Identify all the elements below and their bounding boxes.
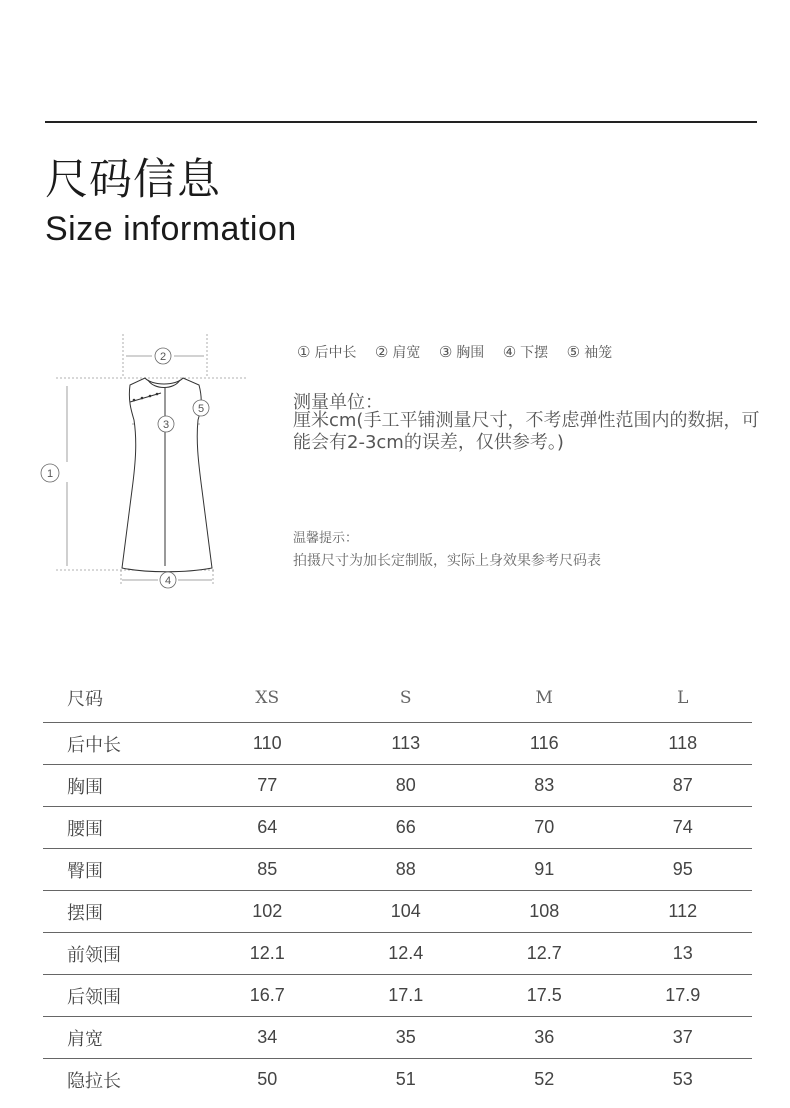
row-label: 臀围	[43, 849, 198, 891]
table-cell: 104	[337, 891, 476, 933]
table-cell: 35	[337, 1017, 476, 1059]
table-row	[43, 933, 752, 975]
table-cell: 95	[614, 849, 753, 891]
table-cell: 53	[614, 1059, 753, 1101]
table-cell: 51	[337, 1059, 476, 1101]
tip-label: 温馨提示：	[293, 531, 359, 546]
legend-item: ③ 胸围	[438, 343, 485, 361]
table-cell: 70	[475, 807, 614, 849]
legend-item: ④ 下摆	[502, 343, 549, 361]
table-cell: 36	[475, 1017, 614, 1059]
table-cell: 113	[337, 723, 476, 765]
table-row	[43, 1017, 752, 1059]
table-cell: 83	[475, 765, 614, 807]
table-cell: 34	[198, 1017, 337, 1059]
row-label: 肩宽	[43, 1017, 198, 1059]
diagram-marker-5	[193, 400, 209, 416]
row-label: 后领围	[43, 975, 198, 1017]
table-cell: 50	[198, 1059, 337, 1101]
table-row	[43, 765, 752, 807]
table-cell: 17.1	[337, 975, 476, 1017]
table-cell: 110	[198, 723, 337, 765]
page-title-en: Size information	[45, 210, 297, 248]
table-cell: 88	[337, 849, 476, 891]
measurement-unit-text: 厘米cm(手工平铺测量尺寸，不考虑弹性范围内的数据，可能会有2-3cm的误差，仅供参考。)	[293, 410, 760, 453]
table-row	[43, 975, 752, 1017]
column-header: L	[677, 688, 689, 708]
table-cell: 85	[198, 849, 337, 891]
table-cell: 37	[614, 1017, 753, 1059]
table-cell: 80	[337, 765, 476, 807]
column-header: M	[535, 688, 553, 708]
table-cell: 64	[198, 807, 337, 849]
table-row	[43, 849, 752, 891]
measurement-unit-label: 测量单位：	[293, 392, 383, 413]
row-label: 前领围	[43, 933, 198, 975]
row-label: 胸围	[43, 765, 198, 807]
table-cell: 116	[475, 723, 614, 765]
row-label: 隐拉长	[43, 1059, 198, 1101]
table-row	[43, 807, 752, 849]
size-table	[43, 674, 752, 1100]
row-label: 腰围	[43, 807, 198, 849]
table-cell: 112	[614, 891, 753, 933]
svg-text:1: 1	[46, 468, 54, 480]
svg-text:3: 3	[162, 419, 170, 431]
diagram-marker-4	[160, 572, 176, 588]
tip-text: 拍摄尺寸为加长定制版，实际上身效果参考尺码表	[293, 553, 601, 569]
row-label: 后中长	[43, 723, 198, 765]
diagram-marker-3	[158, 416, 174, 432]
table-cell: 16.7	[198, 975, 337, 1017]
table-cell: 12.4	[337, 933, 476, 975]
dress-diagram	[36, 330, 266, 595]
table-cell: 91	[475, 849, 614, 891]
table-row	[43, 891, 752, 933]
svg-text:2: 2	[159, 351, 167, 363]
legend-item: ① 后中长	[297, 343, 357, 361]
top-divider	[45, 121, 757, 123]
legend-item: ② 肩宽	[374, 343, 421, 361]
diagram-marker-1	[41, 464, 59, 482]
page-title-cn: 尺码信息	[45, 155, 221, 205]
legend-item: ⑤ 袖笼	[566, 343, 613, 361]
table-cell: 108	[475, 891, 614, 933]
table-cell: 74	[614, 807, 753, 849]
table-cell: 12.7	[475, 933, 614, 975]
svg-text:5: 5	[197, 403, 205, 415]
table-header-row	[43, 674, 752, 723]
table-cell: 66	[337, 807, 476, 849]
table-cell: 77	[198, 765, 337, 807]
table-cell: 17.9	[614, 975, 753, 1017]
svg-text:4: 4	[164, 575, 172, 587]
row-label: 摆围	[43, 891, 198, 933]
table-cell: 52	[475, 1059, 614, 1101]
table-cell: 12.1	[198, 933, 337, 975]
table-row	[43, 723, 752, 765]
measurement-legend	[297, 342, 626, 362]
column-header: 尺码	[67, 689, 103, 710]
table-cell: 102	[198, 891, 337, 933]
table-cell: 17.5	[475, 975, 614, 1017]
table-cell: 118	[614, 723, 753, 765]
diagram-marker-2	[155, 348, 171, 364]
table-row	[43, 1059, 752, 1101]
table-cell: 13	[614, 933, 753, 975]
column-header: XS	[255, 688, 280, 708]
column-header: S	[399, 688, 412, 708]
table-cell: 87	[614, 765, 753, 807]
